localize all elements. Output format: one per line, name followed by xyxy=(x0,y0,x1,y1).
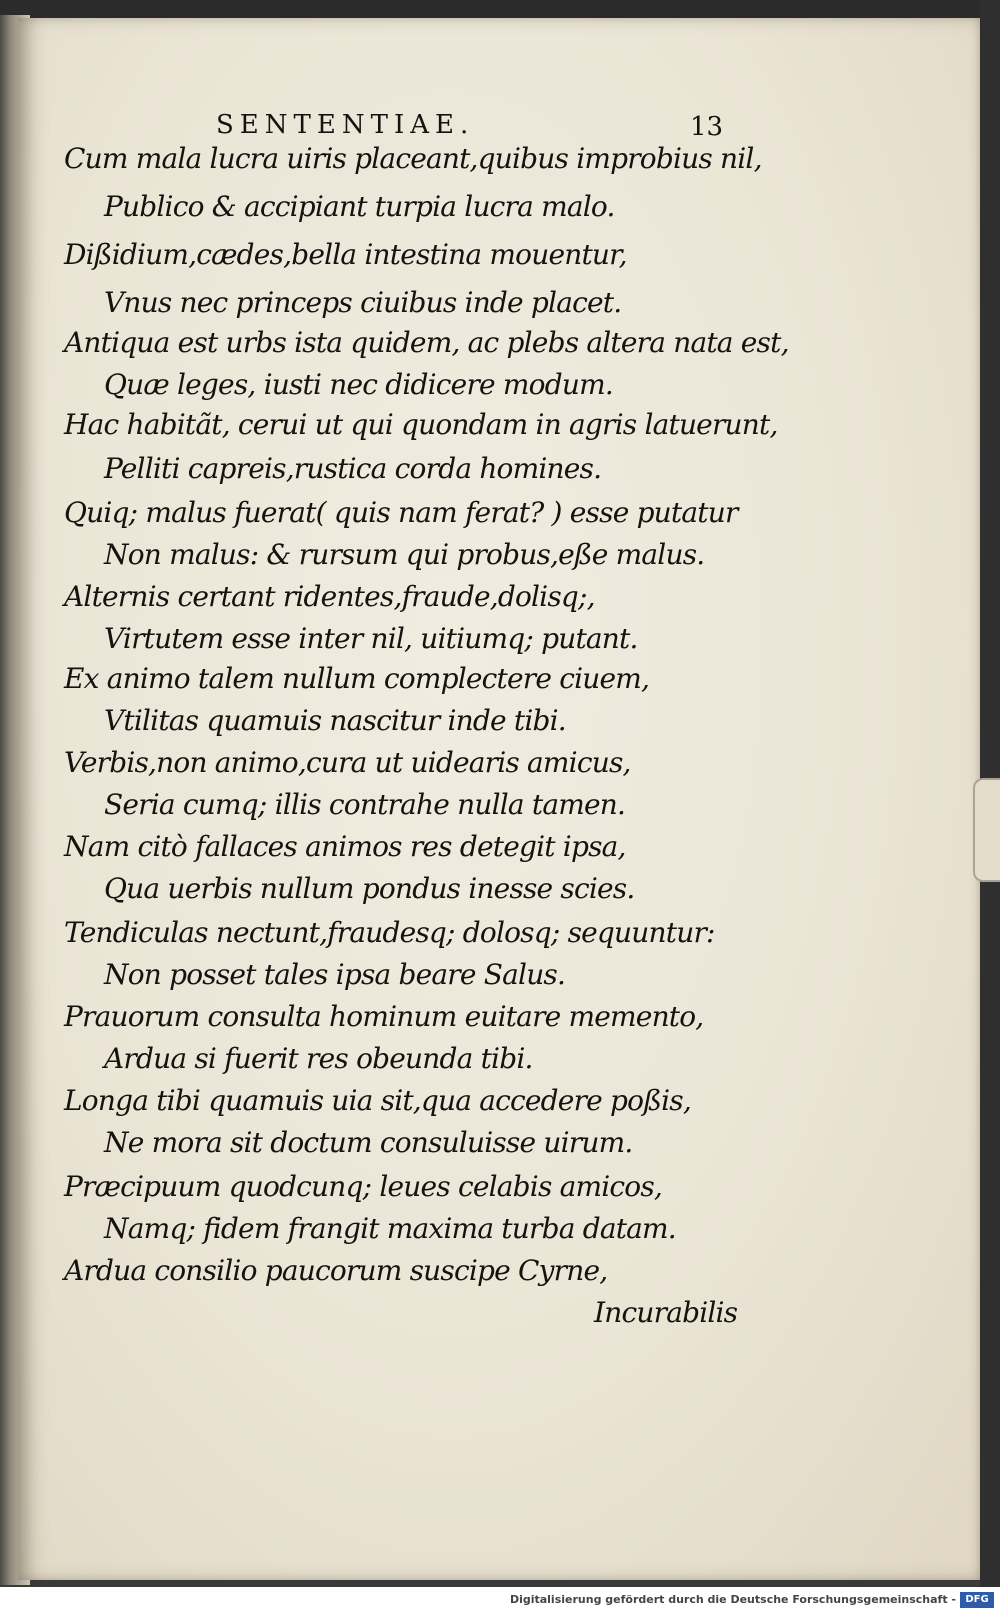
verse-line: Vtilitas quamuis nascitur inde tibi. xyxy=(104,704,566,737)
funding-credit: Digitalisierung gefördert durch die Deutsche Forschungsgemeinschaft - xyxy=(509,1593,956,1606)
verse-line: Longa tibi quamuis uia sit,qua accedere poßis, xyxy=(64,1084,691,1117)
verse-line: Pelliti capreis,rustica corda homines. xyxy=(104,452,602,485)
verse-line: Namq; fidem frangit maxima turba datam. xyxy=(104,1212,676,1245)
verse-line: Hac habitãt, cerui ut qui quondam in agris latuerunt, xyxy=(64,408,778,441)
page-tab xyxy=(973,778,1000,882)
verse-line: Verbis,non animo,cura ut uidearis amicus, xyxy=(64,746,631,779)
verse-line: Ardua si fuerit res obeunda tibi. xyxy=(104,1042,533,1075)
verse-line: Publico & accipiant turpia lucra malo. xyxy=(104,190,615,223)
verse-line: Antiqua est urbs ista quidem, ac plebs altera nata est, xyxy=(64,326,789,359)
verse-line: Qua uerbis nullum pondus inesse scies. xyxy=(104,872,635,905)
verse-line: Præcipuum quodcunq; leues celabis amicos, xyxy=(64,1170,663,1203)
verse-line: Vnus nec princeps ciuibus inde placet. xyxy=(104,286,622,319)
verse-line: Seria cumq; illis contrahe nulla tamen. xyxy=(104,788,626,821)
footer-bar xyxy=(0,1587,1000,1615)
verse-line: Non malus: & rursum qui probus,eße malus. xyxy=(104,538,705,571)
verse-line: Virtutem esse inter nil, uitiumq; putant. xyxy=(104,622,638,655)
verse-line: Dißidium,cædes,bella intestina mouentur, xyxy=(64,238,627,271)
running-head: SENTENTIAE. xyxy=(216,110,475,140)
verse-line: Quiq; malus fuerat( quis nam ferat? ) esse putatur xyxy=(64,496,738,529)
page-number: 13 xyxy=(690,112,724,142)
verse-line: Cum mala lucra uiris placeant,quibus improbius nil, xyxy=(64,142,762,175)
verse-line: Quæ leges, iusti nec didicere modum. xyxy=(104,368,613,401)
verse-line: Prauorum consulta hominum euitare memento, xyxy=(64,1000,704,1033)
catchword: Incurabilis xyxy=(594,1296,738,1329)
verse-line: Tendiculas nectunt,fraudesq; dolosq; sequuntur: xyxy=(64,916,715,949)
verse-line: Ex animo talem nullum complectere ciuem, xyxy=(64,662,650,695)
verse-line: Non posset tales ipsa beare Salus. xyxy=(104,958,566,991)
verse-line: Nam citò fallaces animos res detegit ipsa, xyxy=(64,830,626,863)
verse-line: Ardua consilio paucorum suscipe Cyrne, xyxy=(64,1254,608,1287)
dfg-logo: DFG xyxy=(960,1592,994,1608)
verse-line: Ne mora sit doctum consuluisse uirum. xyxy=(104,1126,633,1159)
verse-line: Alternis certant ridentes,fraude,dolisq;, xyxy=(64,580,595,613)
